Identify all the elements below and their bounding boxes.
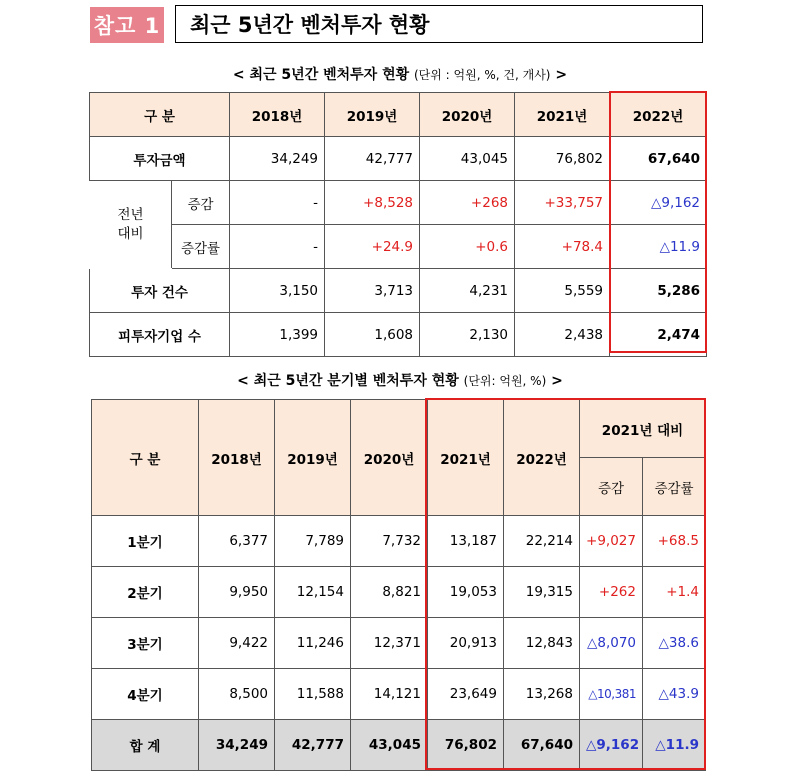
table-cell: 2,438 [515,313,610,357]
year-header: 2021년 [428,400,504,516]
table-cell: △11.9 [643,720,706,771]
table-cell: +9,027 [580,516,643,567]
table-cell: 1,608 [325,313,420,357]
table-cell: +24.9 [325,225,420,269]
table1-caption-text: < 최근 5년간 벤처투자 현황 [232,67,410,83]
table-cell: 9,422 [199,618,275,669]
year-header: 2020년 [351,400,428,516]
rate-header: 증감률 [643,458,706,516]
year-header: 2018년 [230,93,325,137]
year-header: 2022년 [610,93,707,137]
year-header: 2019년 [325,93,420,137]
table-cell: +1.4 [643,567,706,618]
table-cell: +262 [580,567,643,618]
table-cell: 43,045 [420,137,515,181]
table-row [90,225,707,269]
table-cell: 23,649 [428,669,504,720]
table-cell: 11,246 [275,618,351,669]
row-label: 1분기 [92,516,199,567]
row-label: 2분기 [92,567,199,618]
table-cell: +68.5 [643,516,706,567]
table-row [92,669,706,720]
table-cell: 7,732 [351,516,428,567]
table-cell: 2,474 [610,313,707,357]
page-title: 최근 5년간 벤처투자 현황 [175,5,703,43]
table-cell: 2,130 [420,313,515,357]
table-cell: 67,640 [610,137,707,181]
year-header: 2018년 [199,400,275,516]
table-row [92,567,706,618]
table-cell: 12,154 [275,567,351,618]
compare-header: 2021년 대비 [580,400,706,458]
table-cell: +268 [420,181,515,225]
table-cell: - [230,181,325,225]
table-cell: 22,214 [504,516,580,567]
table-cell: 42,777 [275,720,351,771]
table-cell: 1,399 [230,313,325,357]
table2-caption-text: < 최근 5년간 분기별 벤처투자 현황 [237,373,459,389]
table-cell: 6,377 [199,516,275,567]
table-row [90,313,707,357]
quarterly-investment-table [91,399,706,771]
year-header: 2022년 [504,400,580,516]
category-header: 구 분 [90,93,230,137]
table-cell: △11.9 [610,225,707,269]
table-cell: 3,150 [230,269,325,313]
table-cell: 34,249 [230,137,325,181]
table-row [90,181,707,225]
row-label: 피투자기업 수 [90,313,230,357]
table-cell: +0.6 [420,225,515,269]
row-label: 합 계 [92,720,199,771]
row-label: 증감 [172,181,230,225]
table-cell: 12,371 [351,618,428,669]
reference-badge: 참고 1 [90,7,164,43]
table-cell: 7,789 [275,516,351,567]
table2-caption-end: > [551,373,563,389]
table-cell: +78.4 [515,225,610,269]
row-label: 3분기 [92,618,199,669]
year-header: 2019년 [275,400,351,516]
table-cell: △8,070 [580,618,643,669]
table-cell: 4,231 [420,269,515,313]
year-header: 2021년 [515,93,610,137]
table-cell: 13,268 [504,669,580,720]
table-row [92,618,706,669]
table-cell: 5,286 [610,269,707,313]
table1-caption [0,64,800,84]
table-cell: 42,777 [325,137,420,181]
table-cell: 34,249 [199,720,275,771]
table-cell: 8,500 [199,669,275,720]
row-label: 투자금액 [90,137,230,181]
table-cell: 12,843 [504,618,580,669]
table-cell: △43.9 [643,669,706,720]
table-cell: 9,950 [199,567,275,618]
table-cell: 14,121 [351,669,428,720]
venture-investment-table [89,92,707,357]
table-cell: 20,913 [428,618,504,669]
table-cell: △9,162 [610,181,707,225]
table2-unit: (단위: 억원, %) [463,374,547,388]
table2-caption [0,370,800,390]
category-header: 구 분 [92,400,199,516]
table-cell: +8,528 [325,181,420,225]
table-header-row [92,400,706,458]
table-cell: 8,821 [351,567,428,618]
table-row [92,516,706,567]
table-cell: 76,802 [428,720,504,771]
table-cell: 19,053 [428,567,504,618]
table-header-row [90,93,707,137]
table1-caption-end: > [555,67,568,83]
table-cell: △9,162 [580,720,643,771]
table-cell: 11,588 [275,669,351,720]
change-header: 증감 [580,458,643,516]
yoy-label: 전년 대비 [90,181,172,269]
table-cell: 19,315 [504,567,580,618]
table-cell: △10,381 [580,669,643,720]
table-cell: +33,757 [515,181,610,225]
row-label: 증감률 [172,225,230,269]
total-row [92,720,706,771]
table-cell: △38.6 [643,618,706,669]
table-row [90,269,707,313]
table-cell: 5,559 [515,269,610,313]
table-row [90,137,707,181]
table1-unit: (단위 : 억원, %, 건, 개사) [414,68,551,82]
table-cell: 67,640 [504,720,580,771]
row-label: 투자 건수 [90,269,230,313]
table-cell: - [230,225,325,269]
year-header: 2020년 [420,93,515,137]
table-cell: 76,802 [515,137,610,181]
table-cell: 3,713 [325,269,420,313]
table-cell: 43,045 [351,720,428,771]
row-label: 4분기 [92,669,199,720]
table-cell: 13,187 [428,516,504,567]
